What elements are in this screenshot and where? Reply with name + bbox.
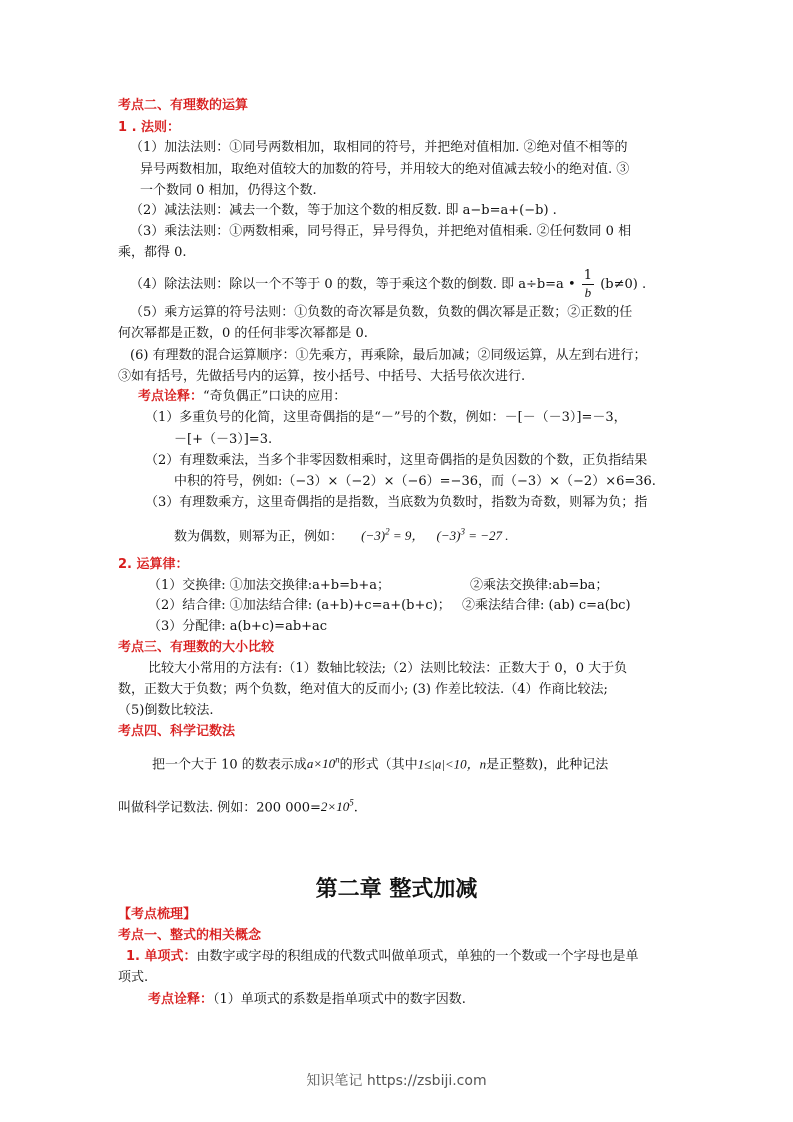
section-heading-sci-notation: 考点四、科学记数法 — [118, 724, 236, 739]
sci-notation-line2 — [118, 793, 358, 818]
power-sign-rule-line2: 何次幂都是正数，0 的任何非零次幂都是 0. — [118, 326, 368, 341]
comparison-line3: （5)倒数比较法. — [118, 703, 214, 718]
sci-notation-line1 — [152, 750, 608, 775]
commutative-law-add: （1）交换律: ①加法交换律:a+b=b+a； — [148, 578, 390, 593]
monomial-note-text: （1）单项式的系数是指单项式中的数字因数. — [213, 992, 466, 1007]
note-text: “奇负偶正”口诀的应用： — [203, 389, 347, 404]
laws-heading: 2. 运算律： — [118, 557, 189, 572]
comparison-line1: 比较大小常用的方法有:（1）数轴比较法;（2）法则比较法：正数大于 0，0 大于负 — [148, 661, 628, 676]
power-example-1-base: (−3) — [361, 528, 386, 544]
sci-notation-text-a: 把一个大于 10 的数表示成 — [152, 757, 307, 773]
note-label: 考点诠释： — [138, 389, 204, 404]
division-rule — [130, 268, 646, 301]
division-rule-condition: (b≠0) . — [600, 277, 647, 292]
sci-notation-example-text: 叫做科学记数法. 例如：200 000= — [118, 800, 321, 816]
multiplication-rule-line2: 乘，都得 0. — [118, 245, 187, 260]
note-item3-line2 — [174, 522, 509, 547]
note-item1-line1: （1）多重负号的化简，这里奇偶指的是“－”号的个数，例如：－[－（－3）]=－3， — [145, 410, 627, 425]
monomial-definition-line1 — [126, 947, 639, 967]
monomial-definition-line2: 项式. — [118, 970, 149, 985]
associative-law-mul: ②乘法结合律: (ab) c=a(bc) — [462, 598, 631, 613]
sci-notation-example — [321, 799, 354, 814]
fraction-numerator: 1 — [583, 268, 593, 283]
subtraction-rule: （2）减法法则：减去一个数，等于加这个数的相反数. 即 a−b=a+(−b) . — [130, 203, 557, 218]
monomial-text: 由数字或字母的积组成的代数式叫做单项式，单独的一个数或一个字母也是单 — [196, 949, 639, 964]
associative-law-add: （2）结合律: ①加法结合律: (a+b)+c=a+(b+c)； — [148, 598, 451, 613]
monomial-note — [148, 990, 466, 1010]
note-item2-line1: （2）有理数乘法，当多个非零因数相乘时，这里奇偶指的是负因数的个数，正负指结果 — [145, 453, 648, 468]
power-example-1 — [361, 528, 424, 543]
power-example-2-exponent: 3 — [460, 527, 465, 537]
section-heading-polynomial-concepts: 考点一、整式的相关概念 — [118, 928, 262, 943]
sci-notation-base: a×10 — [306, 756, 336, 772]
power-example-2 — [437, 528, 509, 543]
monomial-label: 1. 单项式： — [126, 949, 197, 964]
outline-heading: 【考点梳理】 — [118, 907, 197, 922]
section-heading-comparison: 考点三、有理数的大小比较 — [118, 640, 275, 655]
addition-rule-line2: 异号两数相加，取绝对值较大的加数的符号，并用较大的绝对值减去较小的绝对值. ③ — [140, 162, 630, 177]
note-item3-text: 数为偶数，则幂为正，例如： — [174, 529, 344, 545]
sci-notation-form — [307, 756, 340, 771]
sci-notation-condition: 1≤|a|<10，n — [417, 756, 487, 772]
note-odd-even — [138, 387, 346, 407]
addition-rule-line1: （1）加法法则：①同号两数相加，取相同的符号，并把绝对值相加. ②绝对值不相等的 — [130, 140, 628, 155]
mixed-order-line1: (6) 有理数的混合运算顺序：①先乘方，再乘除，最后加减；②同级运算，从左到右进行； — [130, 348, 647, 363]
addition-rule-line3: 一个数同 0 相加，仍得这个数. — [140, 183, 317, 198]
chapter-title: 第二章 整式加减 — [315, 877, 478, 902]
fraction-denominator: b — [584, 285, 592, 300]
sci-notation-text-b: 的形式（其中 — [339, 757, 418, 773]
section-heading-operations: 考点二、有理数的运算 — [118, 98, 249, 113]
note-item3-line1: （3）有理数乘方，这里奇偶指的是指数，当底数为负数时，指数为奇数，则幂为负；指 — [145, 495, 648, 510]
sci-notation-example-exponent: 5 — [349, 798, 354, 808]
comparison-line2: 数，正数大于负数；两个负数，绝对值大的反而小; (3) 作差比较法.（4）作商比较法; — [118, 682, 608, 697]
division-rule-text: （4）除法法则：除以一个不等于 0 的数，等于乘这个数的倒数. 即 a÷b=a • — [130, 277, 576, 292]
multiplication-rule-line1: （3）乘法法则：①两数相乘，同号得正，异号得负，并把绝对值相乘. ②任何数同 0 相 — [130, 224, 632, 239]
power-example-2-value: = −27 . — [464, 528, 509, 544]
rules-heading: 1 . 法则： — [118, 120, 181, 135]
reciprocal-fraction — [582, 268, 594, 301]
power-example-1-value: = 9， — [389, 528, 425, 544]
mixed-order-line2: ③如有括号，先做括号内的运算，按小括号、中括号、大括号依次进行. — [118, 369, 526, 384]
note-item1-line2: －[+（－3）]=3. — [174, 432, 273, 447]
sci-notation-example-end: . — [353, 800, 358, 816]
power-example-2-base: (−3) — [436, 528, 461, 544]
footer-watermark: 知识笔记 https://zsbiji.com — [306, 1073, 487, 1089]
commutative-law-mul: ②乘法交换律:ab=ba； — [470, 578, 609, 593]
power-sign-rule-line1: （5）乘方运算的符号法则：①负数的奇次幂是负数，负数的偶次幂是正数；②正数的任 — [130, 305, 633, 320]
power-example-1-exponent: 2 — [385, 527, 390, 537]
sci-notation-text-c: 是正整数)，此种记法 — [486, 757, 609, 773]
note-item2-line2: 中积的符号，例如:（−3）×（−2）×（−6）=−36，而（−3）×（−2）×6=36. — [174, 474, 656, 489]
monomial-note-label: 考点诠释： — [148, 992, 214, 1007]
distributive-law: （3）分配律: a(b+c)=ab+ac — [148, 619, 328, 634]
sci-notation-exponent: n — [335, 755, 340, 765]
sci-notation-example-base: 2×10 — [320, 799, 350, 815]
